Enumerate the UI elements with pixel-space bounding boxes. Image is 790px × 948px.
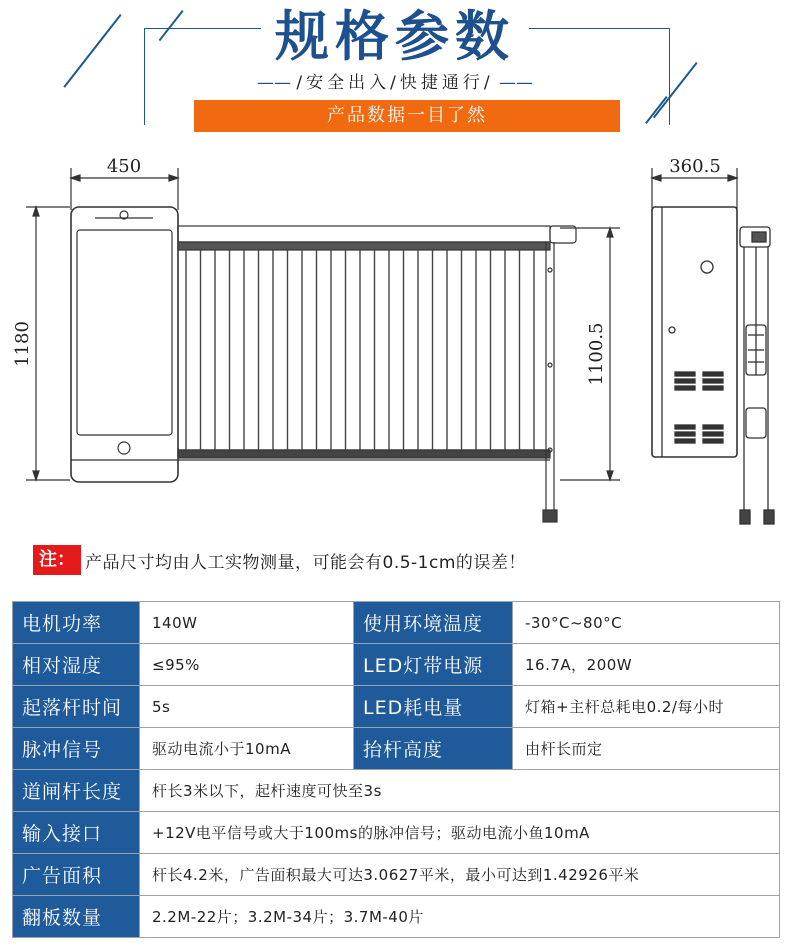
spec-value: 杆长3米以下，起杆速度可快至3s bbox=[140, 770, 780, 812]
table-row bbox=[13, 686, 780, 728]
table-row bbox=[13, 896, 780, 938]
spec-key: LED灯带电源 bbox=[354, 644, 513, 686]
spec-value: ≤95% bbox=[140, 644, 354, 686]
spec-key: 抬杆高度 bbox=[354, 728, 513, 770]
table-row bbox=[13, 812, 780, 854]
note-text: 产品尺寸均由人工实物测量，可能会有0.5-1cm的误差！ bbox=[85, 552, 526, 573]
measurement-note bbox=[33, 545, 526, 575]
spec-value: 5s bbox=[140, 686, 354, 728]
dim-height-gate: 1100.5 bbox=[586, 322, 607, 386]
spec-key: 广告面积 bbox=[13, 854, 140, 896]
table-row bbox=[13, 602, 780, 644]
spec-key: 使用环境温度 bbox=[354, 602, 513, 644]
spec-value: 驱动电流小于10mA bbox=[140, 728, 354, 770]
table-row bbox=[13, 770, 780, 812]
header-subtitle: —— /安全出入/快捷通行/ —— bbox=[256, 73, 533, 93]
page-title: 规格参数 bbox=[0, 0, 790, 74]
note-tag: 注： bbox=[33, 545, 81, 575]
spec-key: 电机功率 bbox=[13, 602, 140, 644]
spec-key: 相对湿度 bbox=[13, 644, 140, 686]
spec-key: 起落杆时间 bbox=[13, 686, 140, 728]
spec-value: +12V电平信号或大于100ms的脉冲信号；驱动电流小鱼10mA bbox=[140, 812, 780, 854]
dim-width-front: 450 bbox=[106, 156, 142, 177]
spec-value: 140W bbox=[140, 602, 354, 644]
table-row bbox=[13, 854, 780, 896]
spec-key: 翻板数量 bbox=[13, 896, 140, 938]
dim-width-side: 360.5 bbox=[669, 156, 721, 177]
spec-value: 16.7A，200W bbox=[513, 644, 780, 686]
spec-value: 由杆长而定 bbox=[513, 728, 780, 770]
spec-key: 道闸杆长度 bbox=[13, 770, 140, 812]
dimension-drawing bbox=[0, 150, 790, 535]
spec-key: 脉冲信号 bbox=[13, 728, 140, 770]
header-banner: 产品数据一目了然 bbox=[194, 100, 620, 132]
table-row bbox=[13, 728, 780, 770]
spec-value: 灯箱+主杆总耗电0.2/每小时 bbox=[513, 686, 780, 728]
dim-height-total: 1180 bbox=[12, 321, 33, 367]
spec-key: LED耗电量 bbox=[354, 686, 513, 728]
spec-value: 2.2M-22片；3.2M-34片；3.7M-40片 bbox=[140, 896, 780, 938]
header bbox=[0, 0, 790, 145]
spec-table bbox=[12, 601, 780, 938]
table-row bbox=[13, 644, 780, 686]
spec-value: 杆长4.2米，广告面积最大可达3.0627平米，最小可达到1.42926平米 bbox=[140, 854, 780, 896]
spec-value: -30°C~80°C bbox=[513, 602, 780, 644]
spec-key: 输入接口 bbox=[13, 812, 140, 854]
